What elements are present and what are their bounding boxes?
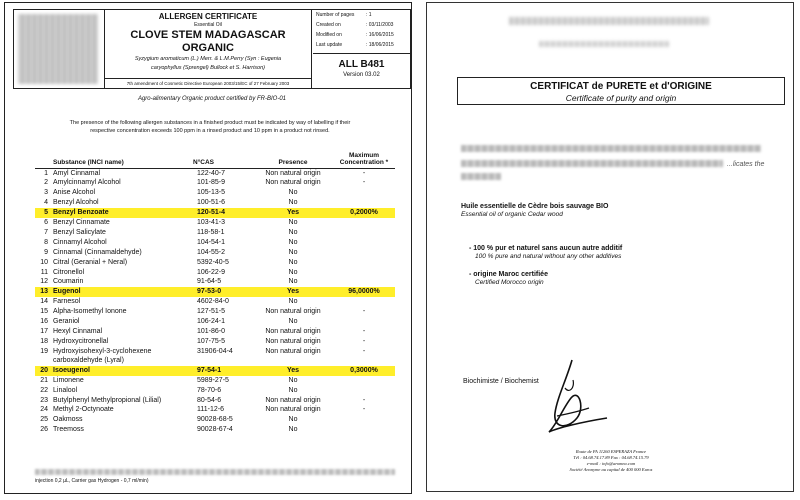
handwritten-signature [527, 358, 617, 438]
row-number: 6 [44, 219, 48, 227]
meta-value: : 16/06/2015 [366, 32, 394, 38]
organic-certification-line: Agro-alimentary Organic product certified by FR-BIO-01 [137, 96, 287, 102]
presence-value: No [288, 268, 298, 276]
presence-value: Non natural origin [265, 328, 321, 335]
row-number: 16 [40, 318, 48, 326]
table-row [35, 317, 395, 327]
address-email: e-mail : info@aromea.com [586, 461, 636, 466]
presence-value: No [288, 278, 298, 286]
table-row [35, 405, 395, 415]
product-description [461, 203, 608, 218]
row-number: 8 [44, 238, 48, 246]
substance-name: Eugenol [53, 287, 193, 297]
product-name-fr: Huile essentielle de Cèdre bois sauvage BIO [461, 203, 609, 210]
row-number: 3 [44, 189, 48, 197]
column-header-substance: Substance (INCI name) [53, 148, 193, 168]
presence-value: No [288, 416, 298, 424]
address-contact: Tél : 04.68.74.17.89 Fax : 04.68.74.15.79 [573, 455, 649, 460]
cas-number: 90028-67-4 [197, 426, 233, 434]
botanical-name-line2: caryophyllus (Sprengel) Bullock et S. Harrison) [150, 65, 266, 71]
substance-name: Oakmoss [53, 416, 83, 424]
redacted-letterhead-sub [539, 41, 669, 47]
substance-name: Hydroxycitronellal [53, 337, 109, 345]
table-row [35, 248, 395, 258]
row-number: 19 [40, 347, 48, 355]
max-concentration: 0,2000% [333, 208, 395, 218]
substance-name: Benzyl Salicylate [53, 228, 106, 236]
substance-name: Amylcinnamyl Alcohol [53, 179, 121, 187]
meta-value: : 18/06/2015 [366, 42, 394, 48]
table-row [35, 327, 395, 337]
cas-number: 4602-84-0 [197, 298, 229, 306]
cas-number: 78-70-6 [197, 386, 222, 394]
meta-row [313, 10, 410, 20]
cas-number: 107-75-5 [197, 337, 226, 345]
substance-name: Anise Alcohol [53, 189, 96, 197]
product-name-en: Essential oil of organic Cedar wood [461, 211, 563, 218]
substance-name: Coumarin [53, 278, 84, 286]
row-number: 2 [44, 179, 48, 187]
max-concentration [333, 228, 395, 238]
cas-number: 105-13-5 [197, 189, 226, 197]
cas-number: 106-24-1 [197, 318, 226, 326]
presence-value: No [288, 386, 298, 394]
max-concentration [333, 297, 395, 307]
max-concentration: - [362, 328, 366, 335]
row-number: 21 [40, 376, 48, 384]
presence-value: Non natural origin [265, 396, 321, 404]
presence-value: No [288, 376, 298, 384]
cas-number: 104-55-2 [197, 248, 226, 256]
row-number: 26 [40, 426, 48, 434]
meta-label: Created on [316, 22, 341, 28]
address-line: Route de FA 11260 ESPERAZA France [575, 449, 647, 454]
row-number: 18 [40, 337, 48, 345]
certificate-header [13, 9, 411, 89]
purity-claim [469, 245, 622, 260]
substance-name: Geraniol [53, 318, 80, 326]
table-row [35, 198, 395, 208]
row-number: 22 [40, 386, 48, 394]
labelling-intro [35, 119, 385, 135]
presence-value: Yes [253, 287, 333, 297]
document-version: Version 03.02 [343, 72, 380, 78]
cas-number: 127-51-5 [197, 308, 226, 316]
meta-label: Last update [316, 42, 343, 48]
substance-name: Benzyl Benzoate [53, 208, 193, 218]
company-address [427, 449, 795, 473]
max-concentration: - [362, 347, 366, 355]
certificate-subtitle: Essential Oil [194, 22, 222, 28]
origin-claim [469, 271, 548, 286]
substance-name: Cinnamal (Cinnamaldehyde) [53, 248, 142, 256]
max-concentration: - [362, 337, 366, 345]
max-concentration [333, 238, 395, 248]
presence-value: No [288, 219, 298, 227]
table-row [35, 376, 395, 386]
max-concentration [333, 248, 395, 258]
table-row [35, 347, 395, 366]
table-row [35, 386, 395, 396]
table-row [35, 366, 395, 376]
redacted-footer-text [35, 469, 395, 475]
presence-value: No [288, 426, 298, 434]
row-number: 23 [40, 396, 48, 404]
row-number: 14 [40, 298, 48, 306]
table-row [35, 277, 395, 287]
presence-value: No [288, 189, 298, 197]
row-number: 1 [44, 169, 48, 177]
meta-row [313, 20, 410, 30]
certificate-title: ALLERGEN CERTIFICATE [158, 12, 258, 21]
max-concentration [333, 188, 395, 198]
presence-value: Non natural origin [265, 169, 321, 177]
cas-number: 122-40-7 [197, 169, 226, 177]
substance-name: Hexyl Cinnamal [53, 328, 103, 335]
row-number: 4 [44, 199, 48, 207]
product-name-line1: CLOVE STEM MADAGASCAR [130, 29, 286, 41]
max-concentration [333, 415, 395, 425]
directive-amendment: 7th amendment of Cosmetic Directive European 2003/15/EC of 27 February 2003 [105, 78, 311, 86]
cas-number: 31906-04-4 [197, 347, 233, 355]
cas-number: 90028-68-5 [197, 416, 233, 424]
max-concentration [333, 218, 395, 228]
botanical-name-line1: Syzygium aromaticum (L.) Merr. & L.M.Perry (Syn : Eugenia [134, 56, 282, 62]
max-concentration [333, 258, 395, 268]
cas-number: 101-85-9 [197, 179, 226, 187]
substance-name: Citronellol [53, 268, 85, 276]
presence-value: Non natural origin [265, 308, 321, 316]
cas-number: 104-54-1 [197, 238, 226, 246]
table-row [35, 287, 395, 297]
document-reference [313, 53, 410, 88]
max-concentration [333, 376, 395, 386]
table-row [35, 208, 395, 218]
max-concentration: 96,0000% [333, 287, 395, 297]
header-title-block [104, 10, 312, 88]
column-header-max-concentration: Maximum Concentration * [333, 148, 395, 168]
cas-number: 111-12-6 [197, 406, 224, 414]
redacted-letterhead [509, 17, 709, 25]
table-row [35, 268, 395, 278]
table-row [35, 415, 395, 425]
table-row [35, 188, 395, 198]
max-concentration [333, 317, 395, 327]
substance-name: Benzyl Alcohol [53, 199, 99, 207]
substance-name: Treemoss [53, 426, 84, 434]
presence-value: No [288, 318, 298, 326]
substance-name: Farnesol [53, 298, 81, 306]
row-number: 5 [35, 208, 53, 218]
table-row [35, 228, 395, 238]
redacted-logo [18, 14, 98, 84]
max-concentration: 0,3000% [333, 366, 395, 376]
presence-value: No [288, 199, 298, 207]
header-meta-block [313, 10, 410, 88]
row-number: 9 [44, 248, 48, 256]
table-row [35, 178, 395, 188]
max-concentration: - [362, 179, 366, 187]
row-number: 7 [44, 228, 48, 236]
table-row [35, 337, 395, 347]
substance-name: Benzyl Cinnamate [53, 219, 110, 227]
substance-name: Limonene [53, 376, 84, 384]
max-concentration [333, 277, 395, 287]
purity-certificate-title: CERTIFICAT de PURETE et d'ORIGINE [530, 81, 712, 92]
table-row [35, 238, 395, 248]
meta-label: Number of pages [316, 12, 355, 18]
presence-value: Non natural origin [265, 337, 321, 345]
row-number: 15 [40, 308, 48, 316]
document-code: ALL B481 [338, 59, 385, 70]
row-number: 13 [35, 287, 53, 297]
cas-number: 103-41-3 [197, 219, 226, 227]
certificate-title-box [457, 77, 785, 105]
substance-name: Hydroxyisohexyl-3-cyclohexene carboxaldehyde (Lyral) [53, 347, 152, 365]
origin-claim-en: Certified Morocco origin [475, 279, 544, 286]
table-row [35, 396, 395, 406]
substance-name: Citral (Geranial + Neral) [53, 258, 128, 266]
table-row [35, 425, 395, 435]
table-row [35, 168, 395, 178]
meta-row [313, 40, 410, 50]
row-number: 25 [40, 416, 48, 424]
table-row [35, 218, 395, 228]
substance-name: Cinnamyl Alcohol [53, 238, 107, 246]
max-concentration: - [362, 169, 366, 177]
max-concentration: - [362, 308, 366, 316]
purity-claim-en: 100 % pure and natural without any other additives [475, 253, 622, 260]
purity-certificate-document [426, 2, 794, 492]
redacted-paragraph-line [461, 145, 761, 152]
labelling-intro-line2: respective concentration exceeds 100 ppm in a rinsed product and 10 ppm in a product not rinsed. [90, 128, 330, 134]
substance-name: Methyl 2-Octynoate [53, 406, 114, 414]
row-number: 17 [40, 328, 48, 335]
column-header-presence: Presence [253, 148, 333, 168]
meta-value: : 03/11/2003 [366, 22, 394, 28]
cas-number: 91-64-5 [197, 278, 222, 286]
cas-number: 120-51-4 [193, 208, 253, 218]
footer-note: injection 0,2 µL, Carrier gas Hydrogen - 0,7 ml/min) [35, 478, 149, 484]
presence-value: No [288, 258, 298, 266]
max-concentration [333, 386, 395, 396]
redacted-paragraph-line [461, 160, 723, 167]
max-concentration [333, 425, 395, 435]
labelling-intro-line1: The presence of the following allergen substances in a finished product must be indicated by way of labelling if their [69, 120, 351, 126]
presence-value: Yes [253, 366, 333, 376]
substance-name: Linalool [53, 386, 78, 394]
row-number: 20 [35, 366, 53, 376]
cas-number: 100-51-6 [197, 199, 226, 207]
substance-name: Isoeugenol [53, 366, 193, 376]
presence-value: Non natural origin [265, 406, 321, 414]
cas-number: 118-58-1 [197, 228, 225, 236]
presence-value: No [288, 248, 298, 256]
presence-value: Yes [253, 208, 333, 218]
allergen-table [35, 148, 395, 435]
substance-name: Amyl Cinnamal [53, 169, 101, 177]
origin-claim-fr: - origine Maroc certifiée [469, 271, 548, 278]
row-number: 11 [40, 268, 48, 276]
presence-value: No [288, 238, 298, 246]
purity-claim-fr: - 100 % pur et naturel sans aucun autre additif [469, 245, 623, 252]
table-row [35, 258, 395, 268]
cas-number: 101-86-0 [197, 328, 226, 335]
table-row [35, 297, 395, 307]
cas-number: 5989-27-5 [197, 376, 229, 384]
substance-name: Alpha-Isomethyl Ionone [53, 308, 127, 316]
signer-title: Biochimiste / Biochemist [463, 378, 539, 385]
product-name-line2: ORGANIC [182, 42, 234, 54]
substance-name: Butylphenyl Methylpropional (Lilial) [53, 396, 162, 404]
table-row [35, 307, 395, 317]
meta-label: Modified on [316, 32, 342, 38]
row-number: 24 [40, 406, 48, 414]
meta-row [313, 30, 410, 40]
partial-paragraph-text: ...licates the [727, 161, 765, 168]
max-concentration: - [362, 406, 366, 414]
meta-value: : 1 [366, 12, 372, 18]
row-number: 12 [40, 278, 48, 286]
presence-value: No [288, 298, 298, 306]
presence-value: Non natural origin [265, 179, 321, 187]
cas-number: 97-53-0 [193, 287, 253, 297]
row-number: 10 [40, 258, 48, 266]
presence-value: No [288, 228, 298, 236]
purity-certificate-subtitle: Certificate of purity and origin [565, 93, 677, 103]
max-concentration [333, 268, 395, 278]
cas-number: 5392-40-5 [197, 258, 229, 266]
cas-number: 97-54-1 [193, 366, 253, 376]
max-concentration [333, 198, 395, 208]
redacted-paragraph-line [461, 173, 501, 180]
presence-value: Non natural origin [265, 347, 321, 355]
column-header-cas: N°CAS [193, 148, 253, 168]
allergen-certificate-document [4, 2, 412, 494]
cas-number: 106-22-9 [197, 268, 226, 276]
max-concentration: - [362, 396, 366, 404]
cas-number: 80-54-6 [197, 396, 222, 404]
table-header-row [35, 148, 395, 168]
company-legal-info: Société Anonyme au capital de 400 000 Euros [569, 467, 653, 472]
